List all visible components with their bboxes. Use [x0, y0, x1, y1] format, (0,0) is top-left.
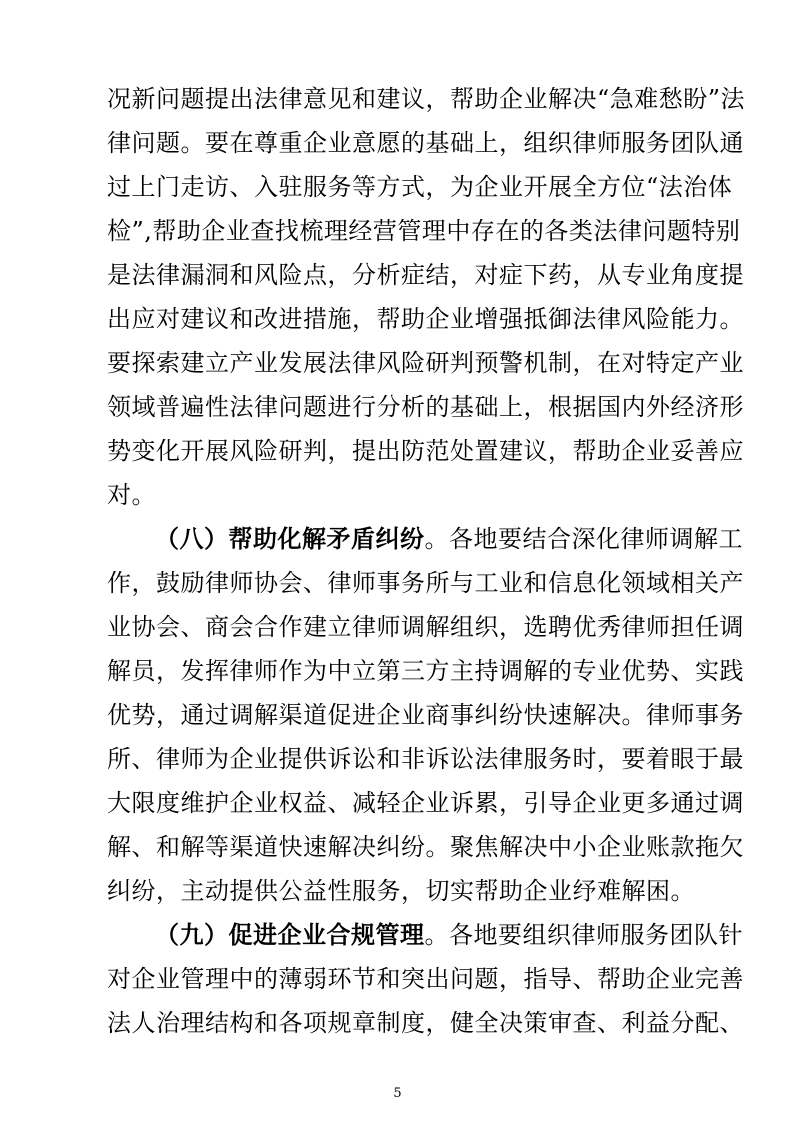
paragraph-line: 对。 [107, 481, 156, 509]
paragraph-line: 况新问题提出法律意见和建议，帮助企业解决“急难愁盼”法 [107, 85, 746, 113]
paragraph-line: 大限度维护企业权益、减轻企业诉累，引导企业更多通过调 [107, 789, 744, 817]
paragraph-line: 作，鼓励律师协会、律师事务所与工业和信息化领域相关产 [107, 569, 744, 597]
paragraph-line: 势变化开展风险研判，提出防范处置建议，帮助企业妥善应 [107, 437, 744, 465]
section-8-first-line [155, 518, 743, 560]
paragraph-line: 优势，通过调解渠道促进企业商事纠纷快速解决。律师事务 [107, 701, 744, 729]
paragraph-line: 所、律师为企业提供诉讼和非诉讼法律服务时，要着眼于最 [107, 745, 744, 773]
paragraph-line: 纠纷，主动提供公益性服务，切实帮助企业纾难解困。 [107, 877, 695, 905]
section-9-first-line [155, 914, 743, 956]
paragraph-line: 要探索建立产业发展法律风险研判预警机制，在对特定产业 [107, 349, 744, 377]
section-8-intro: 。各地要结合深化律师调解工 [424, 525, 743, 553]
paragraph-line: 法人治理结构和各项规章制度，健全决策审查、利益分配、 [107, 1009, 744, 1037]
paragraph-line: 律问题。要在尊重企业意愿的基础上，组织律师服务团队通 [107, 129, 744, 157]
paragraph-line: 对企业管理中的薄弱环节和突出问题，指导、帮助企业完善 [107, 965, 744, 993]
paragraph-line: 是法律漏洞和风险点，分析症结，对症下药，从专业角度提 [107, 261, 744, 289]
paragraph-line: 过上门走访、入驻服务等方式，为企业开展全方位“法治体 [107, 173, 733, 201]
paragraph-line: 出应对建议和改进措施，帮助企业增强抵御法律风险能力。 [107, 305, 744, 333]
page-number: 5 [393, 1086, 402, 1101]
paragraph-line: 业协会、商会合作建立律师调解组织，选聘优秀律师担任调 [107, 613, 744, 641]
paragraph-line: 检”,帮助企业查找梳理经营管理中存在的各类法律问题特别 [107, 217, 741, 245]
section-9-intro: 。各地要组织律师服务团队针 [424, 921, 743, 949]
paragraph-line: 解员，发挥律师作为中立第三方主持调解的专业优势、实践 [107, 657, 744, 685]
section-8-heading: （八）帮助化解矛盾纠纷 [155, 524, 425, 553]
section-9-heading: （九）促进企业合规管理 [155, 920, 425, 949]
paragraph-line: 解、和解等渠道快速解决纠纷。聚焦解决中小企业账款拖欠 [107, 833, 744, 861]
paragraph-line: 领域普遍性法律问题进行分析的基础上，根据国内外经济形 [107, 393, 744, 421]
